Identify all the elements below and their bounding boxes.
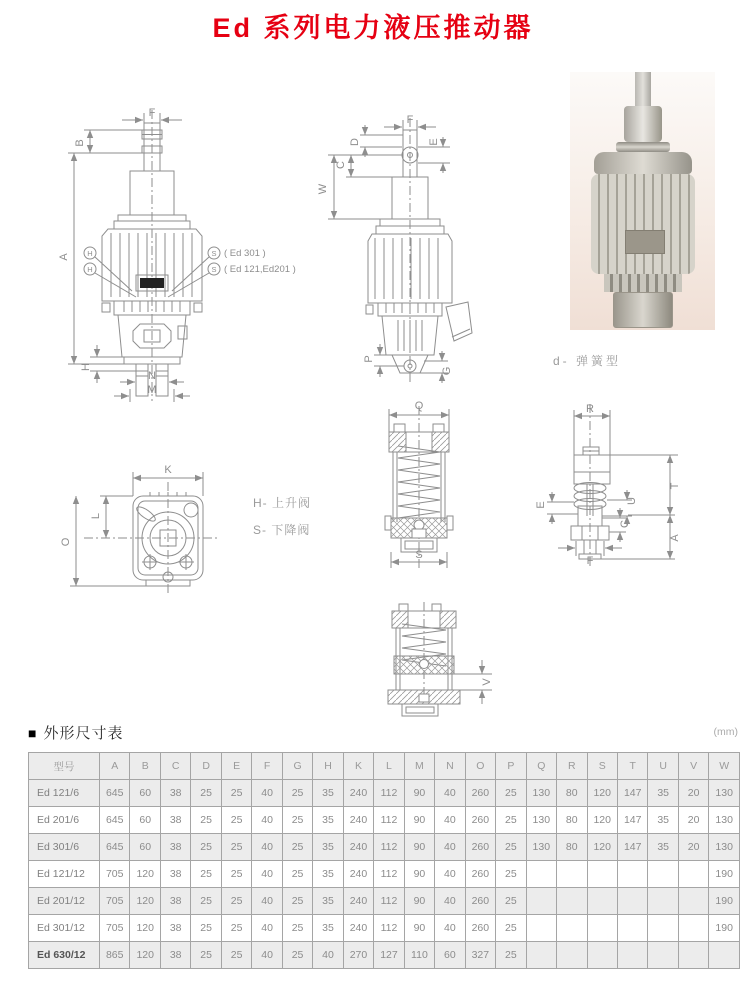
value-cell: 40 (435, 780, 465, 807)
section-header (28, 722, 123, 743)
value-cell: 130 (709, 807, 740, 834)
dim-label-a: A (669, 534, 681, 542)
value-cell: 25 (191, 834, 221, 861)
table-row (29, 861, 740, 888)
model-cell: Ed 121/6 (29, 780, 100, 807)
column-header: E (221, 753, 251, 780)
value-cell: 25 (496, 861, 526, 888)
value-cell (587, 861, 617, 888)
value-cell (557, 942, 587, 969)
value-cell (648, 861, 678, 888)
value-cell: 38 (160, 780, 190, 807)
value-cell: 260 (465, 915, 495, 942)
model-cell: Ed 630/12 (29, 942, 100, 969)
value-cell: 112 (374, 861, 404, 888)
spring-section-drawing (372, 598, 522, 720)
value-cell: 120 (130, 942, 160, 969)
dim-label-c: C (619, 520, 631, 528)
table-row (29, 780, 740, 807)
value-cell: 645 (100, 807, 130, 834)
section-title: 外形尺寸表 (43, 725, 124, 742)
value-cell (678, 915, 708, 942)
value-cell: 130 (526, 780, 556, 807)
value-cell (617, 942, 647, 969)
value-cell: 38 (160, 861, 190, 888)
model-cell: Ed 201/6 (29, 807, 100, 834)
value-cell (587, 942, 617, 969)
callout-note-ed121: ( Ed 121,Ed201 ) (224, 264, 296, 275)
value-cell: 240 (343, 888, 373, 915)
value-cell: 112 (374, 807, 404, 834)
spring-front-drawing (362, 398, 477, 576)
dim-label-b: B (74, 139, 86, 147)
dim-label-p: P (363, 355, 375, 363)
value-cell: 25 (221, 780, 251, 807)
value-cell: 270 (343, 942, 373, 969)
dim-label-c: C (335, 161, 347, 169)
value-cell: 25 (282, 915, 312, 942)
value-cell: 130 (709, 780, 740, 807)
dim-label-g: G (441, 366, 453, 376)
value-cell: 80 (557, 780, 587, 807)
dimensions-table-head (29, 753, 740, 780)
dim-label-e: E (428, 138, 440, 146)
value-cell: 20 (678, 834, 708, 861)
value-cell: 147 (617, 807, 647, 834)
column-header: C (160, 753, 190, 780)
dim-label-u: U (626, 497, 638, 505)
value-cell: 240 (343, 915, 373, 942)
value-cell: 120 (587, 780, 617, 807)
value-cell (526, 888, 556, 915)
value-cell (557, 861, 587, 888)
spring-side-labels (535, 403, 681, 567)
value-cell: 240 (343, 861, 373, 888)
value-cell: 705 (100, 888, 130, 915)
column-header: L (374, 753, 404, 780)
dim-label-n: N (148, 370, 156, 382)
column-header: W (709, 753, 740, 780)
dim-label-s: S (415, 549, 423, 561)
value-cell (648, 888, 678, 915)
value-cell: 40 (252, 942, 282, 969)
value-cell: 40 (252, 780, 282, 807)
callout-h-icon: H (87, 249, 93, 258)
value-cell: 127 (374, 942, 404, 969)
column-header: O (465, 753, 495, 780)
value-cell: 645 (100, 834, 130, 861)
value-cell (617, 861, 647, 888)
dim-label-k: K (164, 464, 172, 476)
side-view-labels (317, 114, 453, 375)
value-cell: 112 (374, 780, 404, 807)
value-cell: 240 (343, 834, 373, 861)
value-cell: 705 (100, 915, 130, 942)
value-cell: 25 (221, 942, 251, 969)
value-cell: 35 (313, 861, 343, 888)
value-cell (648, 942, 678, 969)
value-cell: 240 (343, 780, 373, 807)
value-cell: 40 (435, 861, 465, 888)
photo-caption: d- 弹簧型 (553, 354, 622, 368)
value-cell: 40 (435, 834, 465, 861)
plan-view-drawing (58, 458, 228, 623)
value-cell: 865 (100, 942, 130, 969)
value-cell: 60 (435, 942, 465, 969)
value-cell: 90 (404, 861, 434, 888)
column-header: 型号 (29, 753, 100, 780)
value-cell: 25 (496, 807, 526, 834)
value-cell: 38 (160, 915, 190, 942)
value-cell: 20 (678, 780, 708, 807)
dim-label-l: L (90, 512, 102, 520)
value-cell: 25 (496, 780, 526, 807)
value-cell: 25 (282, 780, 312, 807)
plan-view-lines (70, 472, 220, 596)
column-header: H (313, 753, 343, 780)
dim-label-r: R (586, 403, 594, 415)
value-cell: 120 (130, 915, 160, 942)
column-header: T (617, 753, 647, 780)
column-header: U (648, 753, 678, 780)
unit-note: (mm) (713, 726, 738, 738)
dim-label-q: Q (414, 400, 424, 412)
value-cell: 25 (282, 834, 312, 861)
dim-label-o: O (60, 537, 72, 547)
value-cell: 190 (709, 915, 740, 942)
table-row (29, 834, 740, 861)
value-cell: 90 (404, 915, 434, 942)
column-header: M (404, 753, 434, 780)
column-header: S (587, 753, 617, 780)
value-cell: 147 (617, 780, 647, 807)
photo-nameplate (625, 230, 665, 254)
value-cell: 25 (496, 915, 526, 942)
value-cell: 112 (374, 834, 404, 861)
spring-section-lines (388, 602, 492, 716)
value-cell: 120 (587, 834, 617, 861)
spring-side-drawing (532, 398, 702, 593)
dim-label-d: D (349, 138, 361, 146)
plan-view-labels (60, 464, 172, 546)
value-cell: 130 (526, 807, 556, 834)
dimensions-table-body (29, 780, 740, 969)
value-cell: 60 (130, 834, 160, 861)
value-cell: 705 (100, 861, 130, 888)
value-cell: 80 (557, 807, 587, 834)
value-cell: 25 (191, 780, 221, 807)
value-cell: 110 (404, 942, 434, 969)
value-cell: 35 (648, 834, 678, 861)
photo-collar (624, 106, 662, 142)
value-cell: 645 (100, 780, 130, 807)
value-cell: 25 (496, 942, 526, 969)
side-view-drawing (310, 113, 485, 398)
photo-base-box (613, 292, 673, 328)
value-cell: 25 (191, 807, 221, 834)
value-cell: 147 (617, 834, 647, 861)
value-cell: 130 (526, 834, 556, 861)
spring-front-lines (385, 406, 453, 570)
value-cell: 240 (343, 807, 373, 834)
value-cell: 40 (435, 888, 465, 915)
value-cell: 90 (404, 888, 434, 915)
value-cell: 35 (313, 780, 343, 807)
column-header: K (343, 753, 373, 780)
value-cell: 38 (160, 888, 190, 915)
column-header: N (435, 753, 465, 780)
table-row (29, 807, 740, 834)
value-cell: 25 (191, 888, 221, 915)
column-header: D (191, 753, 221, 780)
page-title: Ed 系列电力液压推动器 (212, 13, 534, 43)
dim-label-m: M (147, 384, 157, 396)
value-cell: 25 (221, 915, 251, 942)
value-cell: 40 (252, 834, 282, 861)
value-cell: 80 (557, 834, 587, 861)
value-cell: 112 (374, 915, 404, 942)
value-cell: 25 (221, 834, 251, 861)
value-cell: 25 (496, 834, 526, 861)
value-cell (526, 861, 556, 888)
value-cell (587, 915, 617, 942)
value-cell: 38 (160, 807, 190, 834)
value-cell: 90 (404, 834, 434, 861)
value-cell: 90 (404, 780, 434, 807)
value-cell: 40 (435, 915, 465, 942)
value-cell: 38 (160, 834, 190, 861)
value-cell: 90 (404, 807, 434, 834)
column-header: B (130, 753, 160, 780)
callout-h-icon: H (87, 265, 93, 274)
value-cell: 35 (313, 834, 343, 861)
value-cell: 260 (465, 780, 495, 807)
dim-label-f: F (148, 107, 156, 119)
callout-s-icon: S (211, 249, 217, 258)
value-cell: 25 (191, 861, 221, 888)
value-cell (678, 942, 708, 969)
value-cell (526, 942, 556, 969)
photo-finned-body (591, 174, 695, 274)
value-cell: 35 (313, 915, 343, 942)
value-cell: 25 (496, 888, 526, 915)
dim-label-f: F (586, 555, 594, 567)
dim-label-w: W (317, 183, 329, 195)
value-cell: 260 (465, 834, 495, 861)
value-cell: 25 (191, 942, 221, 969)
table-row (29, 942, 740, 969)
value-cell: 35 (648, 807, 678, 834)
header-row (29, 753, 740, 780)
table-row (29, 888, 740, 915)
value-cell: 20 (678, 807, 708, 834)
value-cell: 25 (282, 807, 312, 834)
model-cell: Ed 121/12 (29, 861, 100, 888)
dim-label-h: H (80, 363, 92, 371)
value-cell (526, 915, 556, 942)
valve-notes (253, 490, 311, 544)
photo-rings (616, 142, 670, 152)
column-header: P (496, 753, 526, 780)
value-cell: 25 (282, 942, 312, 969)
photo-rod (635, 72, 651, 106)
value-cell: 120 (130, 861, 160, 888)
value-cell: 25 (221, 888, 251, 915)
value-cell: 60 (130, 807, 160, 834)
valve-note-h: H- 上升阀 (253, 496, 311, 510)
column-header: Q (526, 753, 556, 780)
callout-note-ed301: ( Ed 301 ) (224, 248, 266, 259)
product-photo (570, 72, 715, 330)
side-view-lines (328, 118, 472, 385)
value-cell: 25 (191, 915, 221, 942)
value-cell: 120 (587, 807, 617, 834)
front-view-drawing (52, 105, 302, 405)
value-cell: 40 (252, 807, 282, 834)
value-cell: 38 (160, 942, 190, 969)
value-cell (617, 915, 647, 942)
column-header: A (100, 753, 130, 780)
dimensions-table (28, 752, 740, 969)
value-cell: 130 (709, 834, 740, 861)
value-cell (557, 888, 587, 915)
value-cell: 260 (465, 888, 495, 915)
value-cell (678, 888, 708, 915)
value-cell (709, 942, 740, 969)
value-cell (557, 915, 587, 942)
value-cell: 40 (252, 915, 282, 942)
value-cell: 327 (465, 942, 495, 969)
photo-lower-fins (604, 274, 682, 292)
model-cell: Ed 301/6 (29, 834, 100, 861)
dim-label-f: F (406, 114, 414, 126)
column-header: G (282, 753, 312, 780)
column-header: F (252, 753, 282, 780)
dim-label-t: T (669, 482, 681, 490)
value-cell (617, 888, 647, 915)
value-cell: 35 (648, 780, 678, 807)
column-header: V (678, 753, 708, 780)
value-cell: 260 (465, 807, 495, 834)
value-cell (648, 915, 678, 942)
value-cell: 260 (465, 861, 495, 888)
callout-s-icon: S (211, 265, 217, 274)
spring-section-labels (481, 678, 493, 686)
spring-side-lines (547, 404, 678, 568)
table-row (29, 915, 740, 942)
value-cell: 40 (313, 942, 343, 969)
dim-label-v: V (481, 678, 493, 686)
value-cell: 25 (221, 861, 251, 888)
value-cell: 35 (313, 888, 343, 915)
dim-label-a: A (58, 253, 70, 261)
value-cell: 112 (374, 888, 404, 915)
section-bullet-icon: ■ (28, 724, 38, 741)
value-cell (587, 888, 617, 915)
value-cell: 40 (435, 807, 465, 834)
photo-dome (594, 152, 692, 174)
column-header: R (557, 753, 587, 780)
dim-label-e: E (535, 501, 547, 509)
value-cell: 25 (282, 861, 312, 888)
value-cell: 190 (709, 888, 740, 915)
value-cell: 40 (252, 861, 282, 888)
valve-note-s: S- 下降阀 (253, 523, 311, 537)
model-cell: Ed 201/12 (29, 888, 100, 915)
front-view-labels (58, 107, 296, 396)
value-cell: 190 (709, 861, 740, 888)
model-cell: Ed 301/12 (29, 915, 100, 942)
value-cell: 40 (252, 888, 282, 915)
value-cell: 35 (313, 807, 343, 834)
value-cell: 25 (282, 888, 312, 915)
value-cell: 60 (130, 780, 160, 807)
value-cell: 120 (130, 888, 160, 915)
value-cell: 25 (221, 807, 251, 834)
value-cell (678, 861, 708, 888)
